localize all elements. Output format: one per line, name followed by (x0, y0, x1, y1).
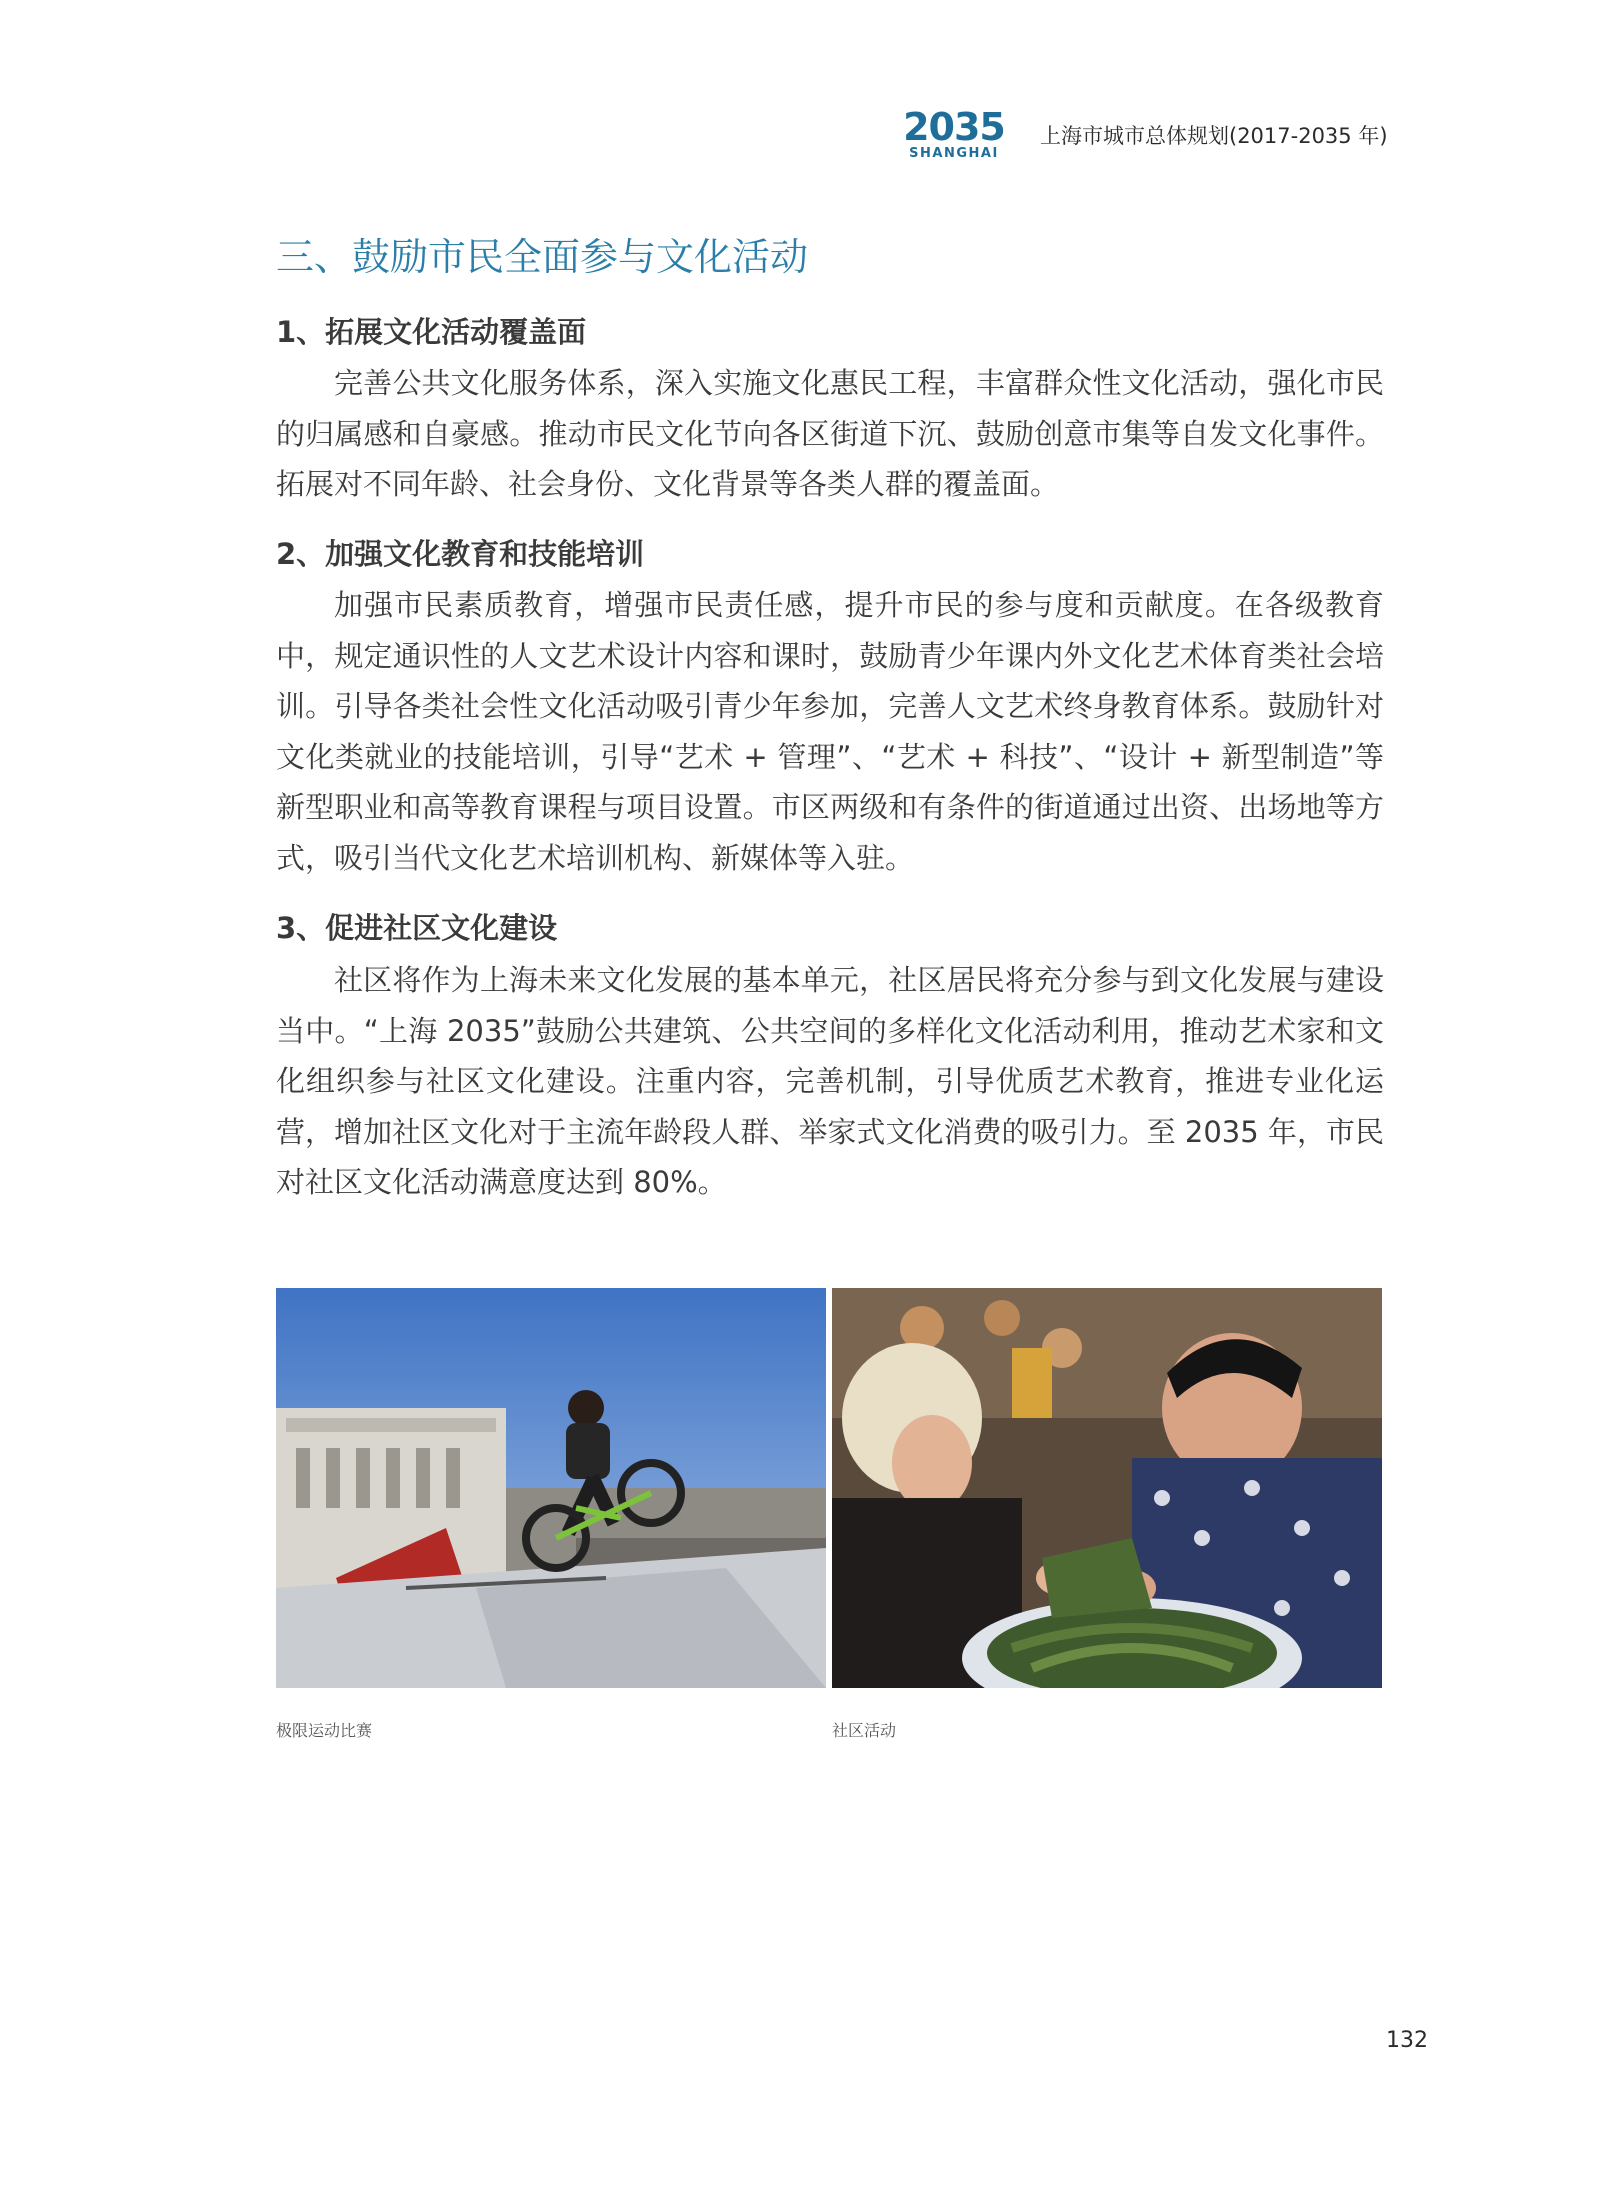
logo-number: 2035 (903, 105, 1005, 149)
subsection-body-3: 社区将作为上海未来文化发展的基本单元，社区居民将充分参与到文化发展与建设当中。“上海 2035”鼓励公共建筑、公共空间的多样化文化活动利用，推动艺术家和文化组织参与社区文化建设。注重内容，完善机制，引导优质艺术教育，推进专业化运营，增加社区文化对于主流年龄段人群、举家式文化消费的吸引力。至 2035 年，市民对社区文化活动满意度达到 80%。 (276, 963, 1384, 1199)
photo-caption-2: 社区活动 (832, 1721, 897, 1740)
photo-caption-1: 极限运动比赛 (276, 1721, 373, 1740)
city-plan-logo (898, 105, 1010, 164)
subsection-heading-3: 3、促进社区文化建设 (276, 911, 558, 945)
community-activity-photo (832, 1288, 1382, 1688)
subsection-body-1: 完善公共文化服务体系，深入实施文化惠民工程，丰富群众性文化活动，强化市民的归属感和自豪感。推动市民文化节向各区街道下沉、鼓励创意市集等自发文化事件。拓展对不同年龄、社会身份、文化背景等各类人群的覆盖面。 (276, 366, 1384, 501)
subsection-heading-1: 1、拓展文化活动覆盖面 (276, 315, 587, 349)
subsection-heading-2: 2、加强文化教育和技能培训 (276, 537, 645, 571)
page-number: 132 (1386, 2028, 1428, 2053)
running-header-title: 上海市城市总体规划(2017-2035 年) (1040, 124, 1388, 148)
extreme-sports-photo (276, 1288, 826, 1688)
logo-city: SHANGHAI (909, 146, 999, 161)
subsection-body-2: 加强市民素质教育，增强市民责任感，提升市民的参与度和贡献度。在各级教育中，规定通识性的人文艺术设计内容和课时，鼓励青少年课内外文化艺术体育类社会培训。引导各类社会性文化活动吸引青少年参加，完善人文艺术终身教育体系。鼓励针对文化类就业的技能培训，引导“艺术 + 管理”、“艺术 + 科技”、“设计 + 新型制造”等新型职业和高等教育课程与项目设置。市区两级和有条件的街道通过出资、出场地等方式，吸引当代文化艺术培训机构、新媒体等入驻。 (276, 588, 1384, 875)
section-title: 三、鼓励市民全面参与文化活动 (276, 235, 809, 279)
